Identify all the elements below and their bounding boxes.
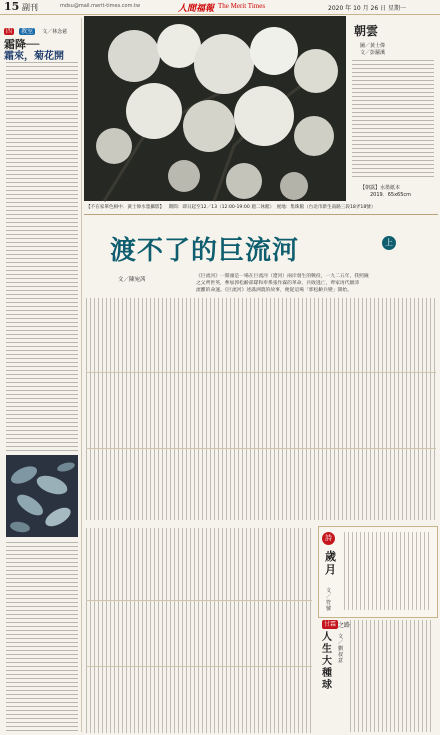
column-divider [81, 18, 82, 732]
left-article-heading [4, 18, 78, 62]
feature-divider-4 [86, 666, 312, 667]
left-article-body-2 [6, 542, 78, 732]
feature-body-top [86, 298, 436, 520]
poem-tag: 詩 [322, 532, 335, 545]
feature-lead [196, 273, 432, 295]
poem-byline: 文／符號 [326, 588, 332, 612]
part-badge: 上 [382, 236, 396, 250]
poem-title: 歲月 [325, 550, 336, 576]
poem-body [344, 532, 430, 610]
left-article-body [6, 62, 78, 454]
masthead-logo: 人間福報 [178, 4, 215, 14]
column-tag-2: 教室 [21, 28, 34, 35]
side-poem-credit-2: 文／彭蘿溪 [360, 50, 386, 56]
side-poem-caption-2: 2019．65x65cm [370, 192, 412, 198]
contact-email: mdsu@mail.merit-times.com.tw [60, 3, 141, 9]
essay-body [350, 620, 434, 732]
essay-tag-2: 之路 [338, 622, 351, 629]
feature-byline: 文／陳宛茜 [118, 277, 146, 283]
photo-caption [86, 203, 376, 212]
flower-photo [84, 16, 346, 201]
feature-body-bottom [86, 528, 312, 733]
masthead-logo-en: The Merit Times [218, 2, 266, 10]
column-tag: 四 [6, 28, 13, 35]
feature-headline: 渡不了的巨流河 [110, 236, 300, 266]
feature-lead-3: 流離的命運。《巨流河》述滿洲農的故事，便從這場「郭松齡兵變」開始。 [196, 288, 352, 294]
page-number: 15 [4, 0, 20, 13]
essay-tag: 甘霖 [324, 621, 337, 628]
feature-divider-3 [86, 600, 312, 601]
side-poem-caption-1: 【朝露】水墨紙本 [360, 185, 401, 191]
issue-date: 2020 年 10 月 26 日 星期一 [328, 5, 406, 12]
section-rule [84, 214, 438, 215]
frost-leaves-photo [6, 455, 78, 537]
photo-caption-exhibit: 期間：即日起至12／13（12:00-19:00 週二休館） 展地：集珠館（台北市新生南路三段18弄18號） [168, 205, 376, 210]
side-poem-credit-1: 圖／黃士偉 [360, 43, 386, 49]
feature-divider-2 [86, 448, 436, 449]
photo-caption-title: 【不在家單色相中．黃士偉水墨攝影】 [86, 205, 165, 210]
left-article-title-1: 霜降── [4, 38, 40, 51]
feature-lead-2: 之父齊世英，參加郭松齡部隊和奉系張作霖的革命，兵敗逃亡，齊家再代顛沛 [196, 281, 360, 287]
side-poem-title: 朝雲 [354, 24, 379, 38]
feature-lead-1: 《巨流河》一開頭是一場在巨流河（遼河）兩岸發生的戰役，一九二五年，我照鐘 [196, 274, 369, 279]
essay-byline: 文／劉叔意 [338, 634, 344, 664]
side-poem-body [352, 60, 434, 178]
left-article-title-2: 霜來，菊花開 [4, 51, 64, 62]
section-name: 副刊 [22, 3, 38, 12]
left-article-byline: 文／林念慈 [42, 29, 68, 35]
essay-title: 人生大種球 [322, 632, 332, 691]
feature-divider-1 [86, 372, 436, 373]
